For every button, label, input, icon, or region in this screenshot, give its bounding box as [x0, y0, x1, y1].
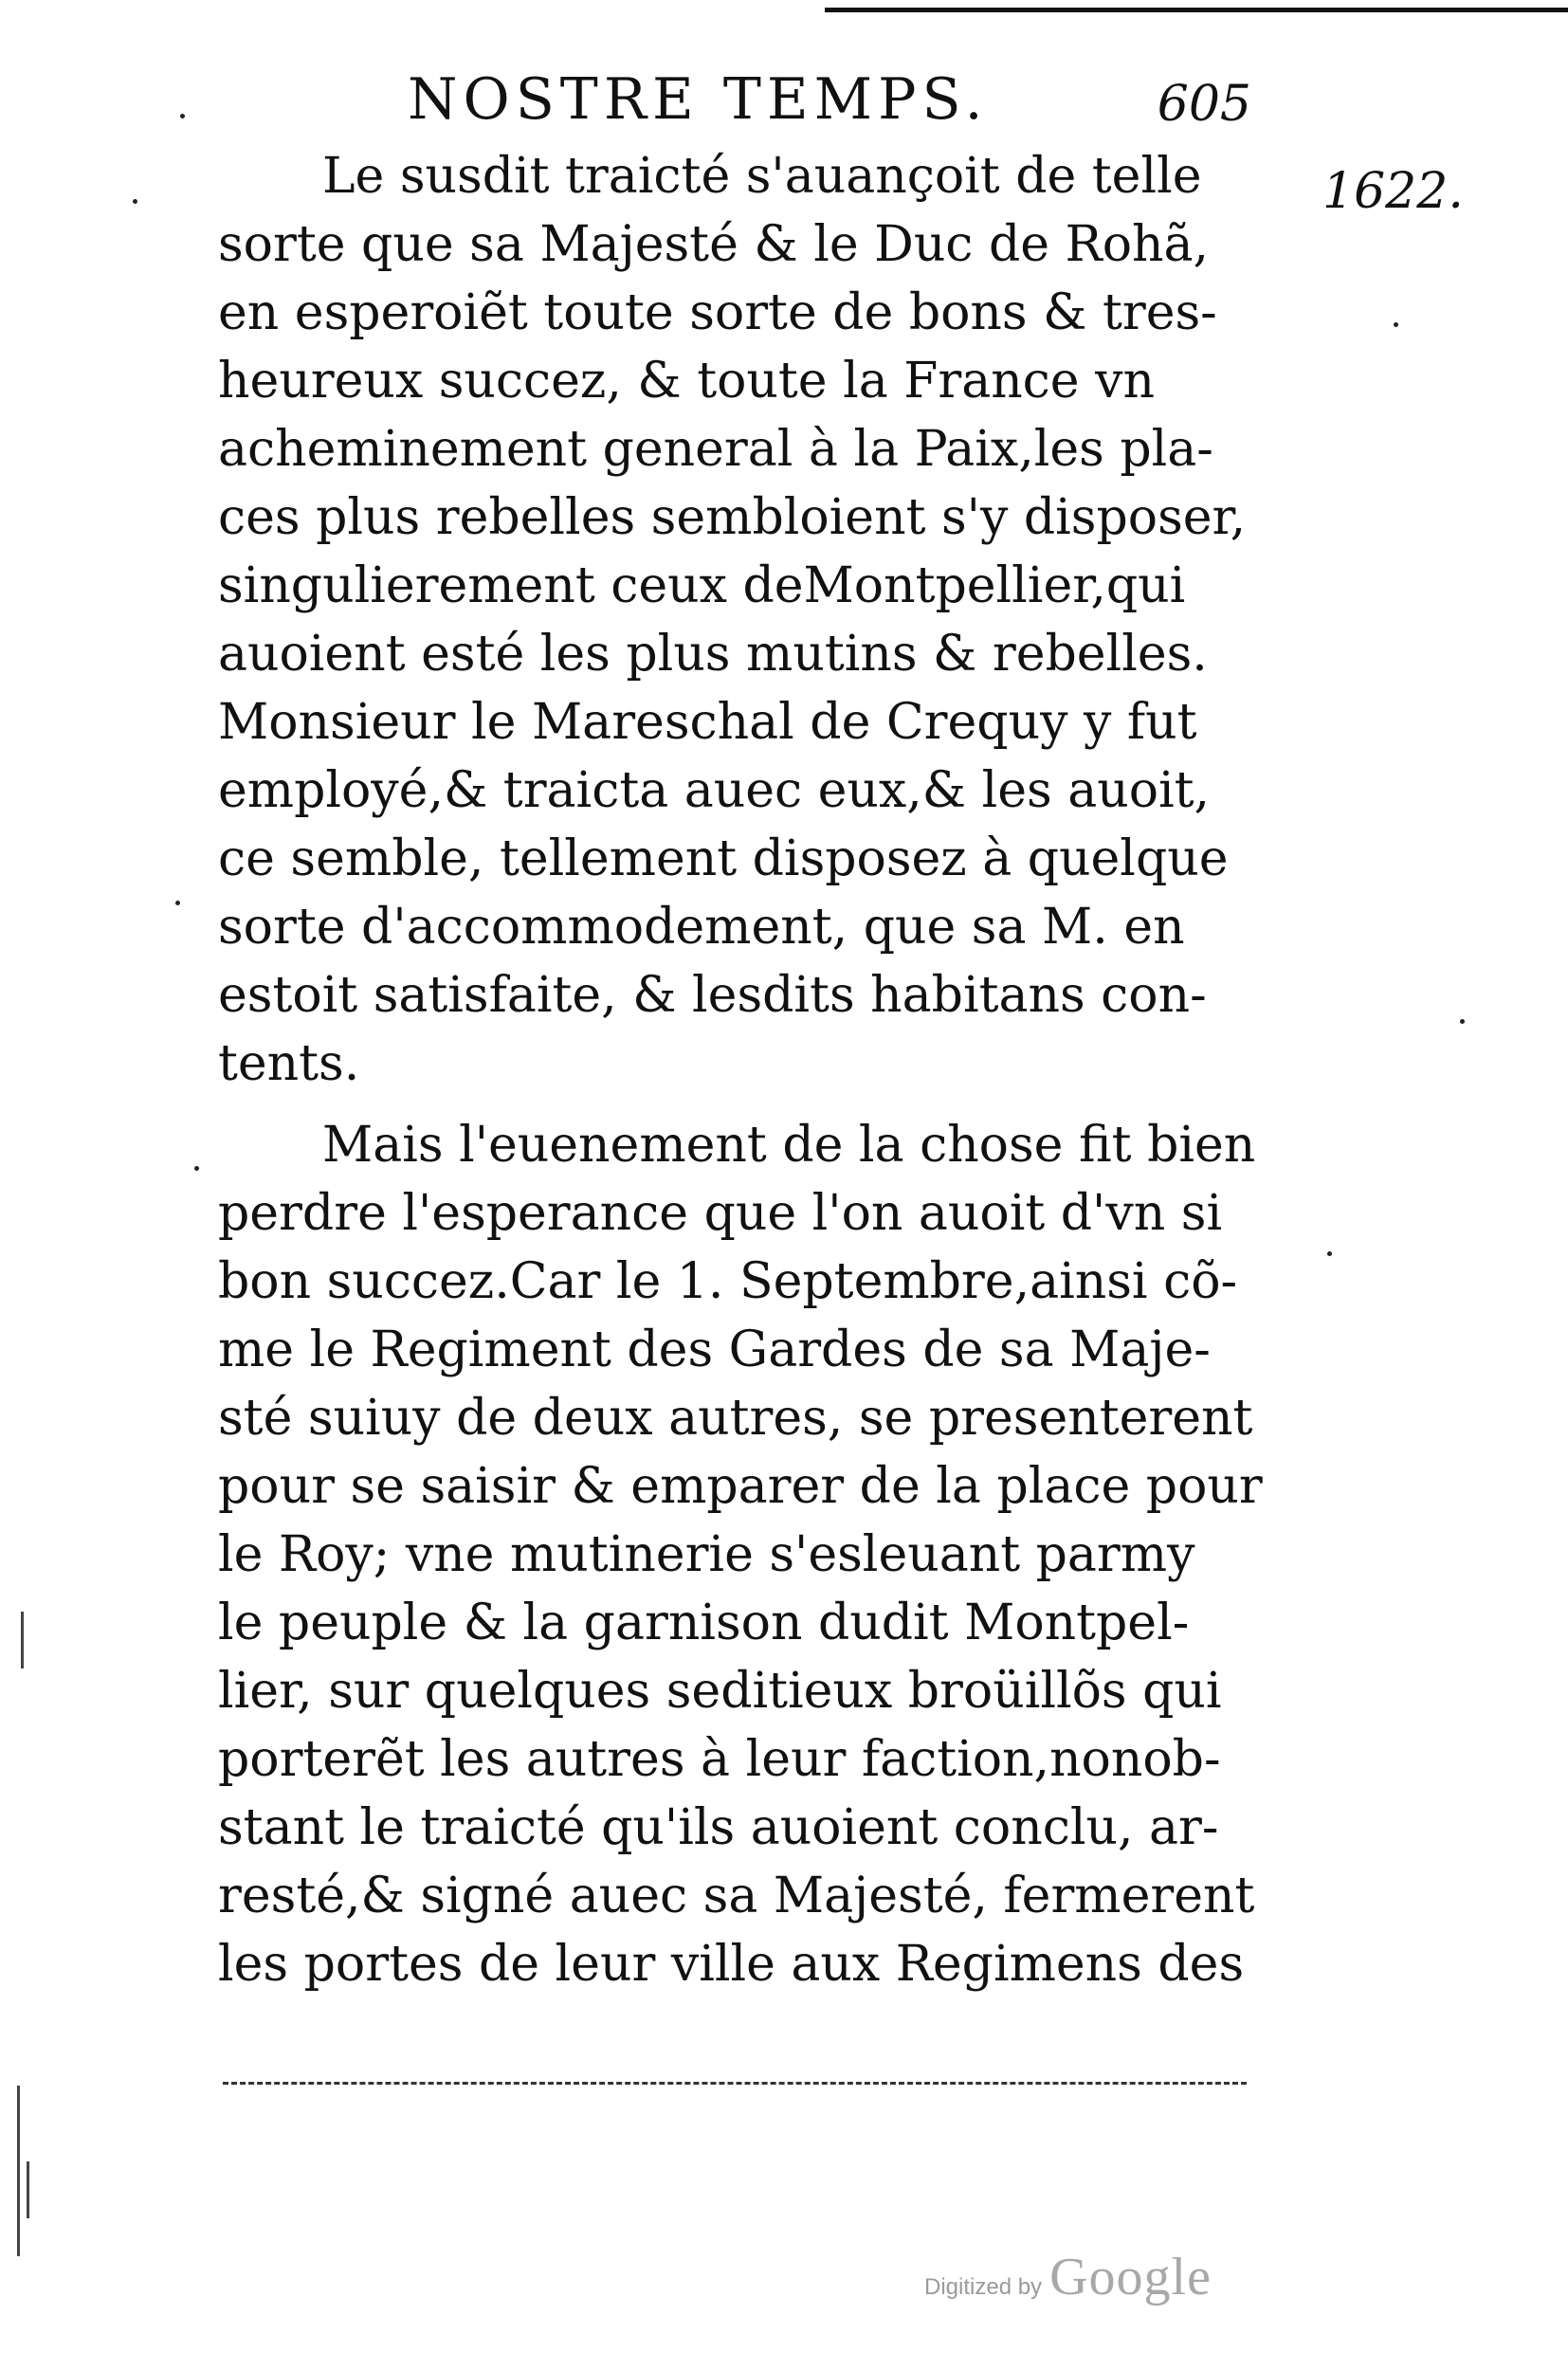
text-line: Monsieur le Mareschal de Crequy y fut — [218, 694, 1197, 751]
text-line: Mais l'euenement de la chose fit bien — [322, 1117, 1256, 1174]
google-logo: Google — [1049, 2248, 1212, 2306]
top-edge-rule — [825, 8, 1568, 12]
text-line: heureux succez, & toute la France vn — [218, 353, 1155, 410]
text-line: stant le traicté qu'ils auoient conclu, ar- — [218, 1799, 1219, 1856]
scan-speck — [133, 199, 137, 204]
text-line: employé,& traicta auec eux,& les auoit, — [218, 762, 1211, 819]
text-line: sorte d'accommodement, que sa M. en — [218, 899, 1185, 956]
text-line: pour se saisir & emparer de la place pour — [218, 1458, 1263, 1515]
text-line: tents. — [218, 1035, 360, 1092]
page-header — [408, 66, 1289, 152]
scan-speck — [1394, 322, 1398, 327]
text-line: acheminement general à la Paix,les pla- — [218, 421, 1213, 478]
text-line: ce semble, tellement disposez à quelque — [218, 830, 1229, 887]
text-line: le Roy; vne mutinerie s'esleuant parmy — [218, 1526, 1195, 1583]
scan-speck — [1327, 1251, 1332, 1256]
text-line: bon succez.Car le 1. Septembre,ainsi cõ- — [218, 1253, 1238, 1310]
watermark-prefix: Digitized by — [924, 2274, 1043, 2300]
bottom-print-bleed — [223, 2082, 1247, 2085]
scan-speck — [1460, 1019, 1465, 1024]
text-line: singulierement ceux deMontpellier,qui — [218, 557, 1186, 614]
text-line: lier, sur quelques seditieux broüillõs qui — [218, 1663, 1222, 1720]
paragraph-gap — [218, 1098, 1280, 1111]
text-line: porterẽt les autres à leur faction,nonob- — [218, 1731, 1221, 1788]
margin-year-note: 1622. — [1322, 163, 1464, 220]
text-line: me le Regiment des Gardes de sa Maje- — [218, 1322, 1211, 1378]
scan-speck — [180, 114, 185, 118]
text-line: resté,& signé auec sa Majesté, fermerent — [218, 1868, 1255, 1924]
scan-speck — [175, 901, 180, 905]
body-text — [218, 142, 1280, 1998]
text-line: en esperoiẽt toute sorte de bons & tres- — [218, 284, 1217, 341]
text-line: sté suiuy de deux autres, se presenterent — [218, 1390, 1253, 1447]
text-line: ces plus rebelles sembloient s'y disposer, — [218, 489, 1247, 546]
text-line: les portes de leur ville aux Regimens des — [218, 1936, 1245, 1993]
text-line: estoit satisfaite, & lesdits habitans con- — [218, 967, 1207, 1024]
text-line: perdre l'esperance que l'on auoit d'vn si — [218, 1185, 1223, 1242]
scan-speck — [194, 1166, 199, 1171]
page-number: 605 — [1157, 76, 1251, 133]
text-line: sorte que sa Majesté & le Duc de Rohã, — [218, 216, 1210, 273]
text-line: Le susdit traicté s'auançoit de telle — [322, 148, 1202, 205]
digitized-watermark — [924, 2247, 1212, 2307]
left-edge-mark — [17, 2086, 20, 2256]
running-head: NOSTRE TEMPS. — [408, 66, 989, 133]
text-line: auoient esté les plus mutins & rebelles. — [218, 626, 1208, 683]
text-line: le peuple & la garnison dudit Montpel- — [218, 1595, 1190, 1651]
left-edge-mark — [21, 1612, 24, 1668]
left-edge-mark — [27, 2161, 29, 2218]
